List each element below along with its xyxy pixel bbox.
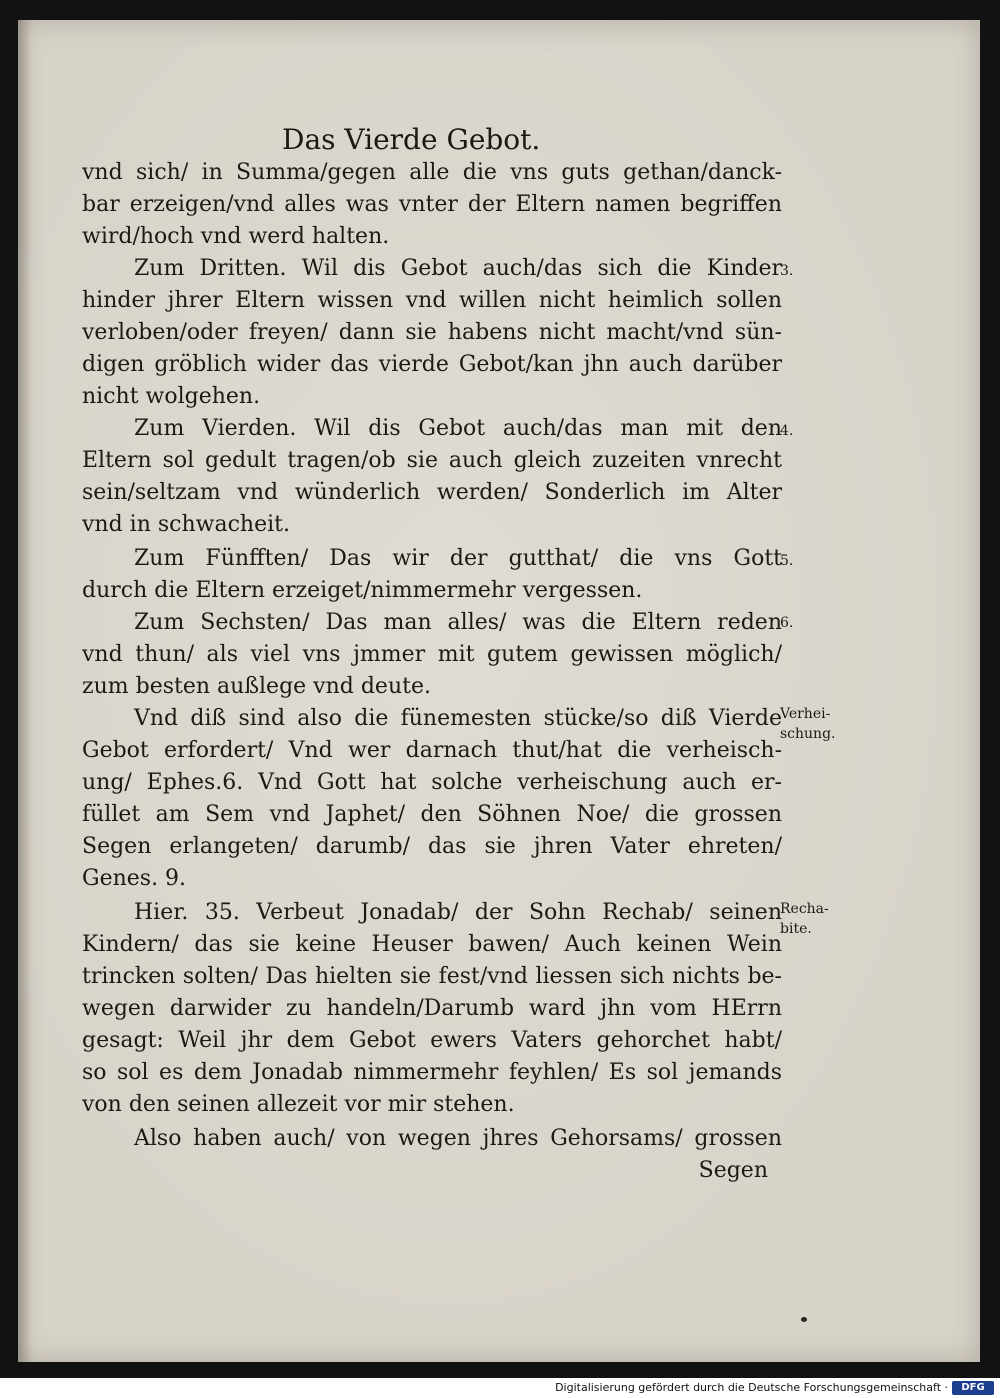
text-line: digen gröblich wider das vierde Gebot/kan jhn auch darüber bbox=[82, 352, 782, 377]
text-line: Eltern sol gedult tragen/ob sie auch gleich zuzeiten vnrecht bbox=[82, 448, 782, 473]
text-line: füllet am Sem vnd Japhet/ den Söhnen Noe/ die grossen bbox=[82, 802, 782, 827]
marginal-note: 5. bbox=[780, 553, 794, 569]
text-line: vnd in schwacheit. bbox=[82, 512, 290, 537]
text-line: Zum Sechsten/ Das man alles/ was die Eltern reden bbox=[134, 610, 782, 635]
marginal-note: bite. bbox=[780, 921, 812, 937]
catchword: Segen bbox=[698, 1158, 768, 1183]
funding-credit: Digitalisierung gefördert durch die Deutsche Forschungsgemeinschaft · bbox=[555, 1381, 948, 1394]
text-line: ung/ Ephes.6. Vnd Gott hat solche verheischung auch er- bbox=[82, 770, 782, 795]
marginal-note: 3. bbox=[780, 263, 794, 279]
text-line: Vnd diß sind also die fünemesten stücke/so diß Vierde bbox=[134, 706, 782, 731]
text-line: sein/seltzam vnd wünderlich werden/ Sonderlich im Alter bbox=[82, 480, 782, 505]
marginal-note: 6. bbox=[780, 615, 794, 631]
text-line: Hier. 35. Verbeut Jonadab/ der Sohn Rechab/ seinen bbox=[134, 900, 782, 925]
text-line: Gebot erfordert/ Vnd wer darnach thut/hat die verheisch- bbox=[82, 738, 782, 763]
text-line: durch die Eltern erzeiget/nimmermehr vergessen. bbox=[82, 578, 643, 603]
marginal-note: 4. bbox=[780, 423, 794, 439]
text-line: Genes. 9. bbox=[82, 866, 187, 891]
ink-speck bbox=[801, 1317, 807, 1322]
text-line: nicht wolgehen. bbox=[82, 384, 261, 409]
text-line: trincken solten/ Das hielten sie fest/vnd liessen sich nichts be- bbox=[82, 964, 782, 989]
running-head: Das Vierde Gebot. bbox=[282, 123, 541, 156]
text-line: Zum Dritten. Wil dis Gebot auch/das sich die Kinder bbox=[134, 256, 782, 281]
text-line: bar erzeigen/vnd alles was vnter der Eltern namen begriffen bbox=[82, 192, 782, 217]
text-line: von den seinen allezeit vor mir stehen. bbox=[82, 1092, 515, 1117]
dfg-logo: DFG bbox=[952, 1381, 994, 1395]
text-line: vnd thun/ als viel vns jmmer mit gutem gewissen möglich/ bbox=[82, 642, 782, 667]
text-line: gesagt: Weil jhr dem Gebot ewers Vaters gehorchet habt/ bbox=[82, 1028, 782, 1053]
text-line: verloben/oder freyen/ dann sie habens nicht macht/vnd sün- bbox=[82, 320, 782, 345]
text-line: vnd sich/ in Summa/gegen alle die vns guts gethan/danck- bbox=[82, 160, 782, 185]
marginal-note: Verhei- bbox=[780, 706, 831, 722]
book-page bbox=[18, 20, 980, 1362]
text-line: Segen erlangeten/ darumb/ das sie jhren Vater ehreten/ bbox=[82, 834, 782, 859]
text-line: hinder jhrer Eltern wissen vnd willen nicht heimlich sollen bbox=[82, 288, 782, 313]
text-line: wird/hoch vnd werd halten. bbox=[82, 224, 390, 249]
marginal-note: Recha- bbox=[780, 901, 829, 917]
text-line: so sol es dem Jonadab nimmermehr feyhlen/ Es sol jemands bbox=[82, 1060, 782, 1085]
text-line: Also haben auch/ von wegen jhres Gehorsams/ grossen bbox=[134, 1126, 782, 1151]
text-line: wegen darwider zu handeln/Darumb ward jhn vom HErrn bbox=[82, 996, 782, 1021]
footer-bar bbox=[0, 1378, 1000, 1398]
text-line: Zum Vierden. Wil dis Gebot auch/das man mit den bbox=[134, 416, 782, 441]
text-line: zum besten außlege vnd deute. bbox=[82, 674, 431, 699]
text-line: Kindern/ das sie keine Heuser bawen/ Auch keinen Wein bbox=[82, 932, 782, 957]
marginal-note: schung. bbox=[780, 726, 836, 742]
text-line: Zum Fünfften/ Das wir der gutthat/ die vns Gott bbox=[134, 546, 782, 571]
